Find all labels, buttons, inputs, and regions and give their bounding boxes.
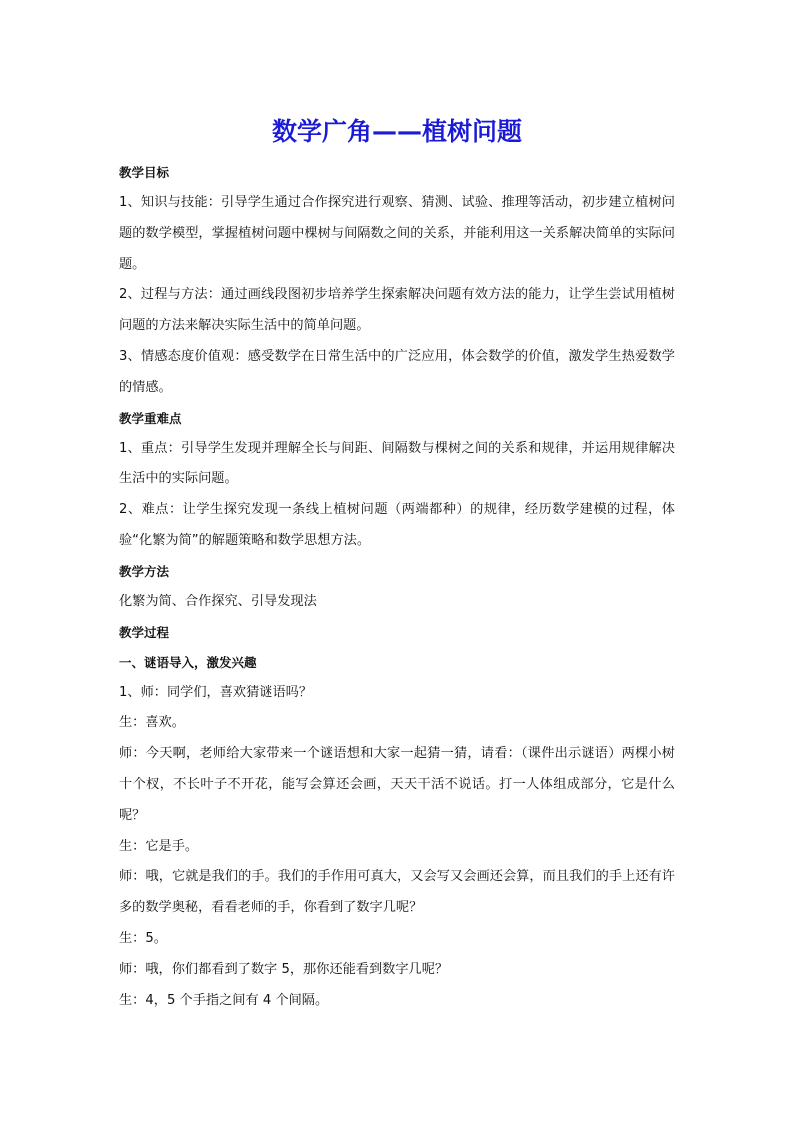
dialogue-line: 生：5。 — [119, 930, 167, 946]
keypoint-difficulty-paragraph: 2、难点：让学生探究发现一条线上植树问题（两端都种）的规律，经历数学建模的过程，体验“化繁为简”的解题策略和数学思想方法。 — [119, 502, 675, 548]
subsection-heading-riddle: 一、谜语导入，激发兴趣 — [119, 654, 257, 670]
dialogue-line: 生：4，5 个手指之间有 4 个间隔。 — [119, 992, 329, 1008]
section-heading-keypoints: 教学重难点 — [119, 410, 182, 426]
dialogue-line: 师：今天啊，老师给大家带来一个谜语想和大家一起猜一猜，请看：（课件出示谜语）两棵小树十个杈，不长叶子不开花，能写会算还会画，天天干活不说话。打一人体组成部分，它是什么呢？ — [119, 746, 675, 823]
dialogue-line: 师：哦，你们都看到了数字 5，那你还能看到数字几呢？ — [119, 961, 449, 977]
section-heading-goals: 教学目标 — [119, 165, 170, 180]
dialogue-line: 1、师：同学们，喜欢猜谜语吗？ — [119, 684, 313, 700]
section-heading-process: 教学过程 — [119, 624, 170, 640]
keypoint-focus-paragraph: 1、重点：引导学生发现并理解全长与间距、间隔数与棵树之间的关系和规律，并运用规律解决生活中的实际问题。 — [119, 440, 675, 487]
goal-knowledge-paragraph: 1、知识与技能：引导学生通过合作探究进行观察、猜测、试验、推理等活动，初步建立植树问题的数学模型，掌握植树问题中棵树与间隔数之间的关系，并能利用这一关系解决简单的实际问题。 — [119, 195, 675, 272]
section-heading-methods: 教学方法 — [119, 563, 170, 579]
dialogue-line: 生：它是手。 — [119, 838, 199, 854]
methods-paragraph: 化繁为简、合作探究、引导发现法 — [119, 593, 317, 609]
document-body — [119, 112, 675, 1016]
dialogue-line: 师：哦，它就是我们的手。我们的手作用可真大，又会写又会画还会算，而且我们的手上还有许多的数学奥秘，看看老师的手，你看到了数字几呢？ — [119, 869, 675, 916]
goal-emotion-paragraph: 3、情感态度价值观：感受数学在日常生活中的广泛应用，体会数学的价值，激发学生热爱数学的情感。 — [119, 348, 675, 395]
dialogue-line: 生：喜欢。 — [119, 715, 185, 731]
document-title: 数学广角——植树问题 — [271, 117, 522, 146]
goal-process-paragraph: 2、过程与方法：通过画线段图初步培养学生探索解决问题有效方法的能力，让学生尝试用植树问题的方法来解决实际生活中的简单问题。 — [119, 287, 675, 334]
